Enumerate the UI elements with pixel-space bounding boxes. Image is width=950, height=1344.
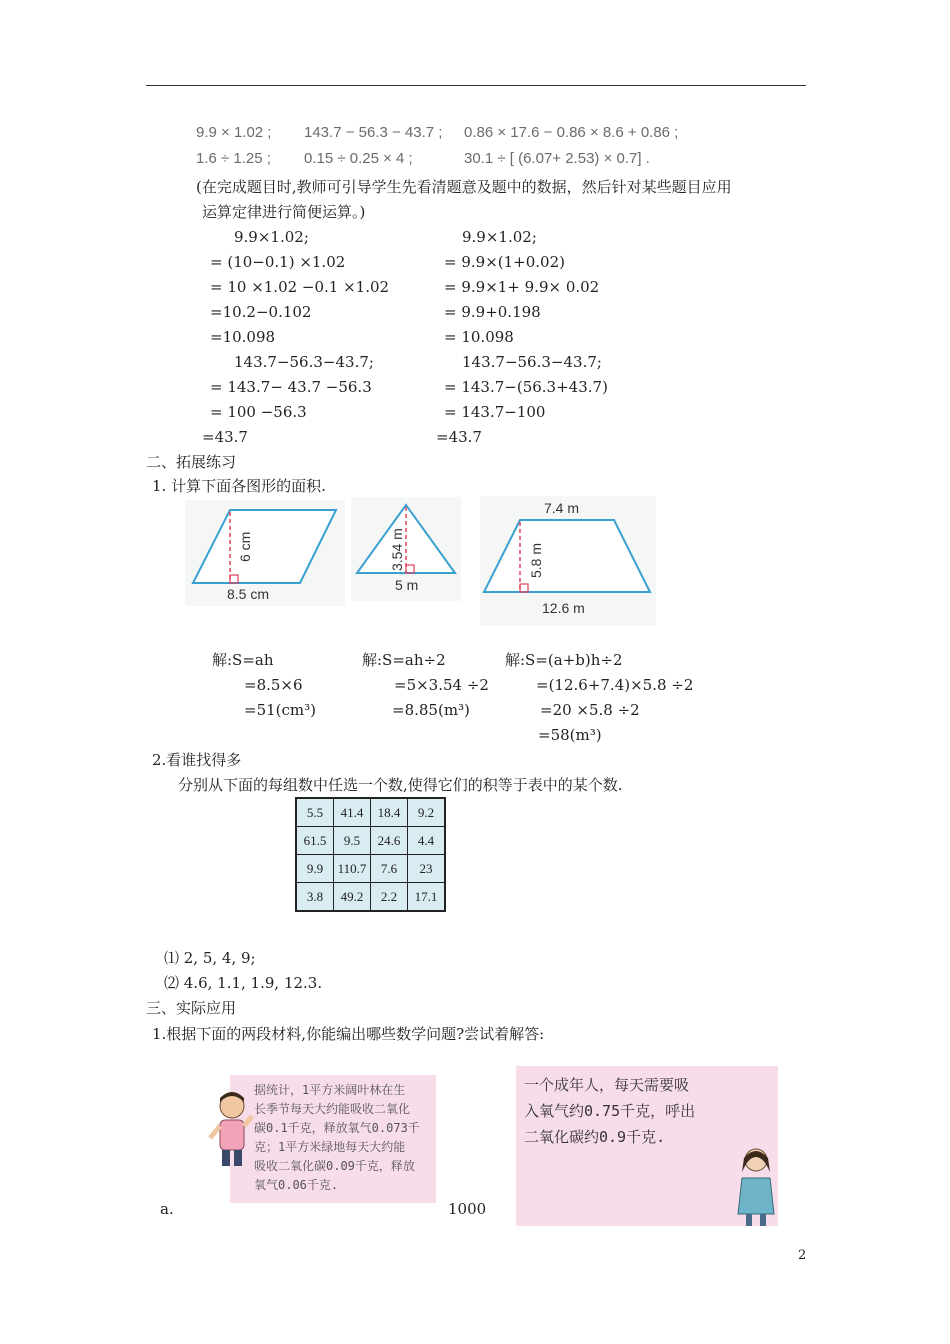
answer-b-line: =8.85(m³)	[392, 701, 470, 719]
material1-text	[254, 1081, 420, 1195]
grid-cell: 4.4	[408, 827, 446, 855]
grid-cell: 41.4	[334, 798, 371, 827]
material1-box	[230, 1075, 436, 1203]
answer-c-line: =58(m³)	[538, 726, 602, 744]
grid-cell: 3.8	[296, 883, 334, 912]
section2-question2-desc: 分别从下面的每组数中任选一个数,使得它们的积等于表中的某个数.	[178, 776, 623, 794]
solution-left-line: = 100 −56.3	[210, 403, 307, 421]
exercise-row2-a: 1.6 ÷ 1.25 ;	[196, 150, 271, 167]
grid-cell: 7.6	[371, 855, 408, 883]
grid-cell: 9.9	[296, 855, 334, 883]
exercise-row1-b: 143.7 − 56.3 − 43.7 ;	[304, 124, 443, 141]
answer-b-line: 解:S=ah÷2	[362, 651, 446, 669]
material2-line: 二氧化碳约0.9千克.	[524, 1128, 666, 1146]
exercise-row2-c: 30.1 ÷ [ (6.07+ 2.53) × 0.7] .	[464, 150, 650, 167]
solution-left-line: 9.9×1.02;	[234, 228, 309, 246]
parallelogram-height-label: 6 cm	[237, 531, 253, 562]
number-group-2: ⑵ 4.6, 1.1, 1.9, 12.3.	[164, 974, 323, 992]
grid-cell: 23	[408, 855, 446, 883]
grid-cell: 49.2	[334, 883, 371, 912]
answer-b-line: =5×3.54 ÷2	[394, 676, 489, 694]
grid-cell: 18.4	[371, 798, 408, 827]
solution-right-line: = 10.098	[444, 328, 514, 346]
material1-line: 长季节每天大约能吸收二氧化	[254, 1102, 411, 1116]
material2-line: 入氧气约0.75千克，呼出	[524, 1102, 696, 1120]
grid-cell: 5.5	[296, 798, 334, 827]
material2-text	[524, 1072, 695, 1150]
material2-box	[516, 1066, 778, 1226]
triangle-base-label: 5 m	[395, 577, 419, 593]
section3-question1: 1.根据下面的两段材料,你能编出哪些数学问题?尝试着解答:	[152, 1025, 545, 1043]
solution-left-line: 143.7−56.3−43.7;	[234, 353, 374, 371]
grid-cell: 9.2	[408, 798, 446, 827]
exercise-row2-b: 0.15 ÷ 0.25 × 4 ;	[304, 150, 413, 167]
trapezoid-bottom-label: 12.6 m	[542, 600, 585, 616]
solution-right-line: = 143.7−100	[444, 403, 546, 421]
grid-cell: 17.1	[408, 883, 446, 912]
page-number: 2	[798, 1248, 807, 1263]
solution-left-line: = 10 ×1.02 −0.1 ×1.02	[210, 278, 390, 296]
solution-left-line: =10.098	[210, 328, 276, 346]
exercise-row1-a: 9.9 × 1.02 ;	[196, 124, 272, 141]
answer-a-line: 解:S=ah	[212, 651, 274, 669]
section3-heading: 三、实际应用	[146, 999, 237, 1017]
answer-c-line: =(12.6+7.4)×5.8 ÷2	[536, 676, 694, 694]
solution-right-line: = 9.9+0.198	[444, 303, 541, 321]
material1-line: 氧气0.06千克.	[254, 1178, 339, 1192]
triangle-figure	[351, 497, 461, 601]
answer-c-line: =20 ×5.8 ÷2	[540, 701, 640, 719]
answer-c-line: 解:S=(a+b)h÷2	[505, 651, 623, 669]
teacher-note-line2: 运算定律进行简便运算。)	[202, 203, 366, 221]
material2-line: 一个成年人，每天需要吸	[524, 1076, 690, 1094]
trapezoid-height-label: 5.8 m	[528, 542, 544, 578]
material1-line: 碳0.1千克，释放氧气0.073千	[254, 1121, 420, 1135]
boy-illustration	[206, 1090, 256, 1170]
number-group-1: ⑴ 2, 5, 4, 9;	[164, 949, 256, 967]
girl-illustration	[734, 1144, 778, 1226]
solution-right-line: 143.7−56.3−43.7;	[462, 353, 602, 371]
section2-heading: 二、拓展练习	[146, 453, 237, 471]
solution-right-line: =43.7	[436, 428, 482, 446]
section2-question1: 1. 计算下面各图形的面积.	[152, 477, 326, 495]
solution-left-line: = (10−0.1) ×1.02	[210, 253, 346, 271]
material1-line: 据统计，1平方米阔叶林在生	[254, 1083, 406, 1097]
material1-line: 吸收二氧化碳0.09千克，释放	[254, 1159, 415, 1173]
triangle-height-label: 3.54 m	[389, 528, 405, 571]
grid-cell: 9.5	[334, 827, 371, 855]
grid-cell: 110.7	[334, 855, 371, 883]
trapezoid-figure	[480, 496, 656, 626]
section2-question2-title: 2.看谁找得多	[152, 751, 242, 769]
grid-cell: 2.2	[371, 883, 408, 912]
answer-a-line: =8.5×6	[244, 676, 303, 694]
parallelogram-base-label: 8.5 cm	[227, 586, 270, 602]
solution-right-line: = 9.9×1+ 9.9× 0.02	[444, 278, 600, 296]
exercise-row1-c: 0.86 × 17.6 − 0.86 × 8.6 + 0.86 ;	[464, 124, 679, 141]
number-grid	[295, 797, 446, 912]
parallelogram-figure	[185, 500, 345, 606]
solution-right-line: = 143.7−(56.3+43.7)	[444, 378, 608, 396]
solution-right-line: 9.9×1.02;	[462, 228, 537, 246]
solution-left-line: =10.2−0.102	[210, 303, 312, 321]
answer-a-line: =51(cm³)	[244, 701, 316, 719]
grid-cell: 61.5	[296, 827, 334, 855]
solution-left-line: =43.7	[202, 428, 248, 446]
solution-left-line: = 143.7− 43.7 −56.3	[210, 378, 372, 396]
solution-right-line: = 9.9×(1+0.02)	[444, 253, 565, 271]
material1-line: 克；1平方米绿地每天大约能	[254, 1140, 406, 1154]
trapezoid-top-label: 7.4 m	[544, 500, 580, 516]
item-a-label: a.	[160, 1200, 174, 1218]
header-rule	[146, 85, 806, 86]
grid-cell: 24.6	[371, 827, 408, 855]
teacher-note-line1: (在完成题目时,教师可引导学生先看清题意及题中的数据，然后针对某些题目应用	[196, 178, 732, 196]
number-1000: 1000	[448, 1200, 487, 1218]
